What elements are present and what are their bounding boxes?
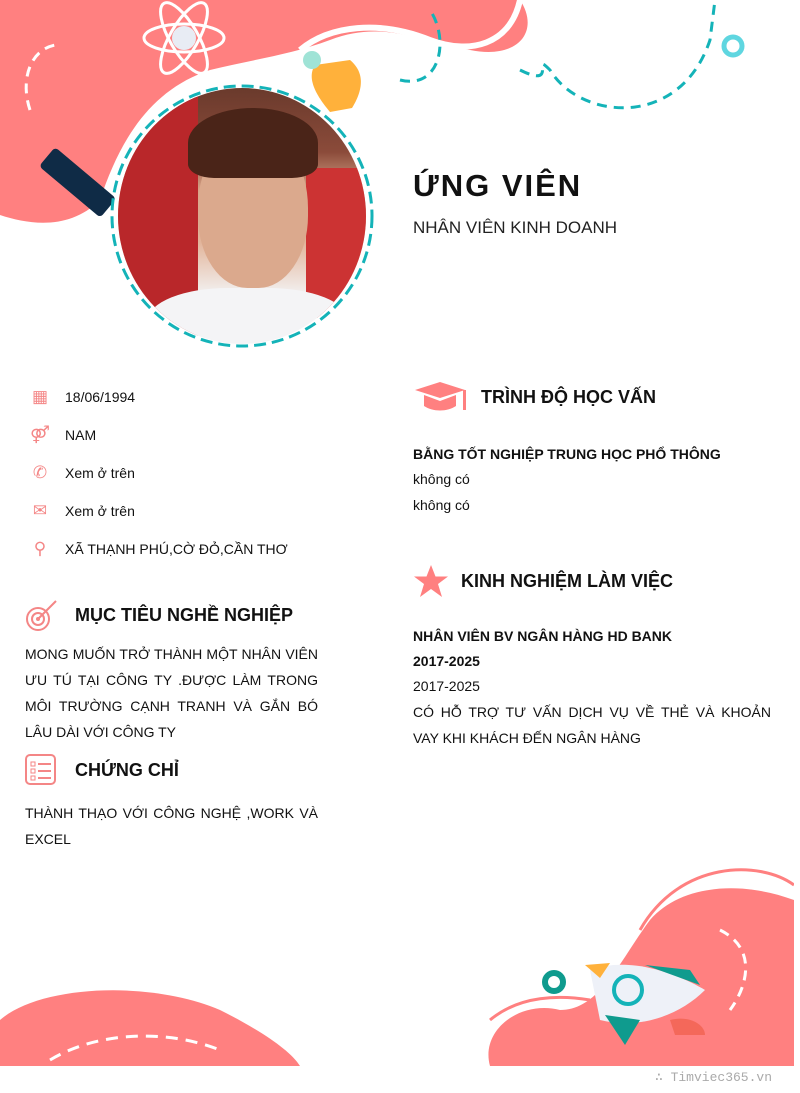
location-icon: ⚲ xyxy=(33,539,47,558)
experience-position: NHÂN VIÊN BV NGÂN HÀNG HD BANK xyxy=(413,628,673,644)
candidate-role: NHÂN VIÊN KINH DOANH xyxy=(413,218,618,237)
experience-description: CÓ HỖ TRỢ TƯ VẤN DỊCH VỤ VỀ THẺ VÀ KHOẢN VAY KHI KHÁCH ĐẾN NGÂN HÀNG xyxy=(413,704,771,746)
gender-icon: ⚤ xyxy=(30,425,50,444)
experience-period: 2017-2025 xyxy=(413,678,480,694)
candidate-name: ỨNG VIÊN xyxy=(413,168,583,203)
info-email: ✉ Xem ở trên xyxy=(30,501,135,521)
info-birthdate: ▦ 18/06/1994 xyxy=(31,387,136,406)
footer-brand: ∴ Timviec365.vn xyxy=(654,1070,772,1085)
education-heading: TRÌNH ĐỘ HỌC VẤN xyxy=(413,380,656,414)
education-detail-2: không có xyxy=(413,497,470,513)
objective-text: MONG MUỐN TRỞ THÀNH MỘT NHÂN VIÊN ƯU TÚ TẠI CÔNG TY .ĐƯỢC LÀM TRONG MÔI TRƯỜNG CẠNH TRANH VÀ GẮN BÓ LÂU DÀI VỚI CÔNG TY xyxy=(25,646,318,740)
graduation-cap-icon xyxy=(413,380,469,414)
experience-heading: KINH NGHIỆM LÀM VIỆC xyxy=(413,564,673,598)
avatar-photo xyxy=(118,88,366,344)
experience-period-bold: 2017-2025 xyxy=(413,653,480,669)
education-detail-1: không có xyxy=(413,471,470,487)
target-icon xyxy=(25,598,59,632)
certificates-heading: CHỨNG CHỈ xyxy=(25,754,179,786)
info-phone: ✆ Xem ở trên xyxy=(30,463,135,483)
email-icon: ✉ xyxy=(32,501,48,520)
star-icon xyxy=(413,564,449,598)
phone-icon: ✆ xyxy=(32,463,48,482)
education-degree: BẰNG TỐT NGHIỆP TRUNG HỌC PHỔ THÔNG xyxy=(413,446,721,462)
calendar-icon: ▦ xyxy=(31,387,49,406)
info-gender: ⚤ NAM xyxy=(30,425,97,444)
info-address: ⚲ XÃ THẠNH PHÚ,CỜ ĐỎ,CẦN THƠ xyxy=(30,539,288,559)
certificates-text: THÀNH THẠO VỚI CÔNG NGHỆ ,WORK VÀ EXCEL xyxy=(25,805,318,847)
checklist-icon xyxy=(25,754,57,786)
objective-heading: MỤC TIÊU NGHỀ NGHIỆP xyxy=(25,598,293,632)
